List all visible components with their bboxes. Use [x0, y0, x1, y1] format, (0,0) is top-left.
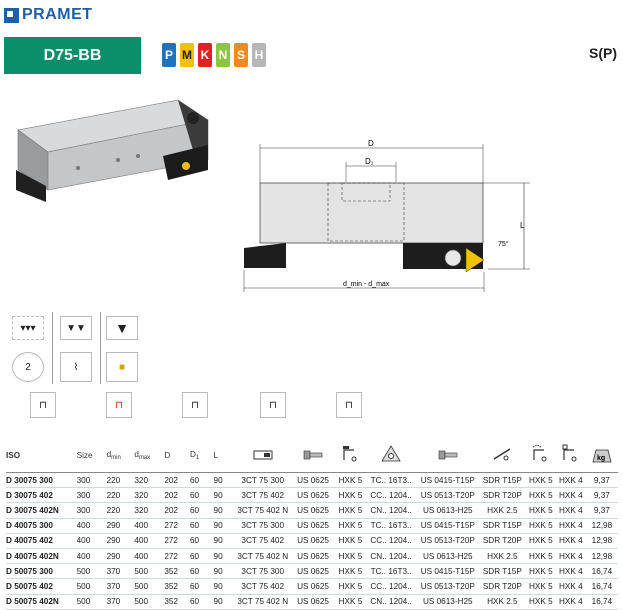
- table-cell: 320: [134, 488, 164, 503]
- table-cell: 9,37: [586, 503, 618, 518]
- table-cell: 60: [190, 473, 214, 488]
- table-cell: HXK 5: [526, 579, 556, 594]
- table-cell: HXK 5: [335, 473, 365, 488]
- table-cell: US 0625: [291, 518, 336, 533]
- table-cell: 90: [214, 564, 235, 579]
- table-cell: SDR T15P: [479, 473, 526, 488]
- table-cell: 60: [190, 503, 214, 518]
- material-badge-h: H: [252, 43, 266, 67]
- table-cell: 60: [190, 488, 214, 503]
- table-cell: D 40075 402N: [6, 548, 77, 563]
- table-cell: 3CT 75 300: [235, 564, 291, 579]
- table-row: [6, 548, 618, 563]
- table-cell: 300: [77, 503, 107, 518]
- table-cell: 400: [77, 518, 107, 533]
- table-cell: TC.. 16T3..: [365, 473, 416, 488]
- table-cell: 9,37: [586, 488, 618, 503]
- dim-D-label: D: [368, 139, 374, 148]
- table-cell: 500: [77, 564, 107, 579]
- table-cell: 90: [214, 488, 235, 503]
- table-cell: HXK 4: [556, 579, 586, 594]
- table-cell: 370: [107, 564, 135, 579]
- table-cell: US 0613-H25: [417, 503, 479, 518]
- table-row: [6, 594, 618, 609]
- op-plunge-icon: ⊓: [106, 392, 132, 418]
- table-cell: US 0613-H25: [417, 594, 479, 609]
- table-cell: US 0613-H25: [417, 548, 479, 563]
- op-face-icon: ⊓: [182, 392, 208, 418]
- table-cell: D 30075 300: [6, 473, 77, 488]
- table-row: [6, 579, 618, 594]
- table-cell: 60: [190, 518, 214, 533]
- table-cell: 500: [77, 579, 107, 594]
- table-cell: 60: [190, 548, 214, 563]
- material-badge-s: S: [234, 43, 248, 67]
- material-badge-k: K: [198, 43, 212, 67]
- table-cell: 202: [164, 503, 190, 518]
- brand-name: PRAMET: [22, 6, 93, 23]
- table-cell: 16,74: [586, 594, 618, 609]
- table-cell: 300: [77, 473, 107, 488]
- header-dmax: $d_{max}$: [134, 449, 151, 461]
- table-cell: 400: [134, 518, 164, 533]
- table-cell: US 0625: [291, 488, 336, 503]
- feature-icon-grid: [8, 312, 143, 384]
- insert-icon: [365, 438, 416, 472]
- table-cell: SDR T20P: [479, 579, 526, 594]
- table-cell: D 50075 402N: [6, 594, 77, 609]
- material-badge-n: N: [216, 43, 230, 67]
- table-cell: 400: [134, 548, 164, 563]
- grid-divider: [52, 312, 53, 384]
- table-cell: SDR T15P: [479, 564, 526, 579]
- table-header-row: [6, 438, 618, 472]
- table-cell: HXK 5: [335, 518, 365, 533]
- header-iso: ISO: [6, 450, 21, 460]
- table-cell: US 0625: [291, 473, 336, 488]
- table-cell: 370: [107, 594, 135, 609]
- header-dmin: $d_{min}$: [106, 449, 121, 461]
- normal-pitch-icon: ▼▼: [60, 316, 92, 340]
- table-cell: 352: [164, 594, 190, 609]
- dim-range-label: d_min - d_max: [343, 281, 390, 288]
- table-cell: D 50075 402: [6, 579, 77, 594]
- table-cell: CN.. 1204..: [365, 503, 416, 518]
- table-cell: 90: [214, 548, 235, 563]
- table-cell: HXK 5: [526, 518, 556, 533]
- table-row: [6, 564, 618, 579]
- table-cell: HXK 5: [526, 503, 556, 518]
- two-teeth-icon: 2: [12, 352, 44, 382]
- table-cell: 9,37: [586, 473, 618, 488]
- grid-divider: [100, 312, 101, 384]
- table-cell: CN.. 1204..: [365, 594, 416, 609]
- table-cell: 202: [164, 488, 190, 503]
- kg-label: kg: [596, 455, 606, 462]
- table-cell: 352: [164, 579, 190, 594]
- screw-icon: [291, 438, 336, 472]
- op-bore-icon: ⊓: [30, 392, 56, 418]
- table-cell: 320: [134, 473, 164, 488]
- table-row: [6, 488, 618, 503]
- product-title: D75-BB: [4, 37, 141, 74]
- table-cell: TC.. 16T3..: [365, 518, 416, 533]
- table-cell: 290: [107, 518, 135, 533]
- table-cell: 3CT 75 402: [235, 533, 291, 548]
- key-icon: [335, 438, 365, 472]
- table-cell: 3CT 75 300: [235, 518, 291, 533]
- table-cell: HXK 5: [526, 594, 556, 609]
- op-step-icon: ⊓: [260, 392, 286, 418]
- table-cell: US 0415-T15P: [417, 518, 479, 533]
- header-D1: $D_1$: [190, 449, 200, 461]
- pramet-logo: [4, 6, 93, 24]
- insert-screw-icon: [417, 438, 479, 472]
- cartridge-type-icon: ■: [106, 352, 138, 382]
- table-cell: D 40075 300: [6, 518, 77, 533]
- table-cell: SDR T15P: [479, 518, 526, 533]
- table-cell: CC.. 1204..: [365, 488, 416, 503]
- material-badge-p: P: [162, 43, 176, 67]
- table-cell: HXK 5: [335, 548, 365, 563]
- table-cell: HXK 5: [335, 488, 365, 503]
- table-cell: SDR T20P: [479, 488, 526, 503]
- table-cell: 500: [134, 594, 164, 609]
- coarse-pitch-icon: ▼: [106, 316, 138, 340]
- header-size: Size: [76, 450, 93, 460]
- table-cell: 290: [107, 533, 135, 548]
- screwdriver-icon: [479, 438, 526, 472]
- table-cell: 90: [214, 594, 235, 609]
- table-cell: HXK 5: [526, 548, 556, 563]
- op-double-icon: ⊓: [336, 392, 362, 418]
- table-row: [6, 473, 618, 488]
- table-cell: HXK 5: [335, 579, 365, 594]
- table-cell: 272: [164, 533, 190, 548]
- table-cell: 90: [214, 473, 235, 488]
- table-cell: HXK 4: [556, 533, 586, 548]
- table-cell: CC.. 1204..: [365, 579, 416, 594]
- table-cell: 3CT 75 402: [235, 488, 291, 503]
- table-cell: 12,98: [586, 533, 618, 548]
- table-cell: HXK 4: [556, 564, 586, 579]
- table-cell: D 30075 402N: [6, 503, 77, 518]
- table-cell: 290: [107, 548, 135, 563]
- table-cell: HXK 2.5: [479, 503, 526, 518]
- table-row: [6, 503, 618, 518]
- table-cell: 90: [214, 533, 235, 548]
- table-cell: US 0625: [291, 548, 336, 563]
- table-cell: 60: [190, 579, 214, 594]
- drill-icon: ⌇: [60, 352, 92, 382]
- table-cell: US 0625: [291, 564, 336, 579]
- table-cell: US 0625: [291, 594, 336, 609]
- dim-L-label: L: [520, 221, 525, 230]
- table-cell: HXK 5: [335, 503, 365, 518]
- table-cell: HXK 2.5: [479, 548, 526, 563]
- key-icon: [526, 438, 556, 472]
- fine-pitch-icon: ▾▾▾: [12, 316, 44, 340]
- table-cell: 3CT 75 300: [235, 473, 291, 488]
- table-cell: TC.. 16T3..: [365, 564, 416, 579]
- table-cell: HXK 5: [335, 594, 365, 609]
- table-cell: US 0415-T15P: [417, 473, 479, 488]
- table-cell: 60: [190, 564, 214, 579]
- operation-icons: [30, 392, 360, 420]
- table-cell: US 0513-T20P: [417, 488, 479, 503]
- table-cell: HXK 4: [556, 518, 586, 533]
- table-cell: 220: [107, 503, 135, 518]
- table-cell: HXK 5: [526, 533, 556, 548]
- table-row: [6, 533, 618, 548]
- angle-label: 75°: [498, 241, 509, 248]
- table-cell: 12,98: [586, 518, 618, 533]
- spec-label: S(P): [589, 45, 617, 61]
- table-cell: 60: [190, 533, 214, 548]
- table-cell: HXK 4: [556, 503, 586, 518]
- table-cell: 500: [134, 564, 164, 579]
- table-cell: HXK 4: [556, 488, 586, 503]
- table-cell: HXK 5: [335, 564, 365, 579]
- table-cell: 400: [77, 533, 107, 548]
- table-cell: 400: [134, 533, 164, 548]
- table-cell: 3CT 75 402 N: [235, 548, 291, 563]
- table-cell: 220: [107, 488, 135, 503]
- table-cell: 272: [164, 518, 190, 533]
- table-cell: US 0513-T20P: [417, 533, 479, 548]
- table-cell: 3CT 75 402 N: [235, 594, 291, 609]
- table-cell: 60: [190, 594, 214, 609]
- table-cell: HXK 4: [556, 594, 586, 609]
- table-cell: HXK 5: [526, 473, 556, 488]
- table-cell: 3CT 75 402 N: [235, 503, 291, 518]
- header-L: L: [213, 450, 219, 460]
- table-cell: D 40075 402: [6, 533, 77, 548]
- table-cell: CN.. 1204..: [365, 548, 416, 563]
- table-cell: HXK 4: [556, 473, 586, 488]
- table-cell: 16,74: [586, 564, 618, 579]
- material-badge-m: M: [180, 43, 194, 67]
- table-cell: 500: [134, 579, 164, 594]
- wrench-icon: [556, 438, 586, 472]
- table-cell: US 0625: [291, 579, 336, 594]
- technical-drawing: [238, 138, 538, 298]
- table-cell: 3CT 75 402: [235, 579, 291, 594]
- table-cell: 400: [77, 548, 107, 563]
- table-cell: 90: [214, 518, 235, 533]
- table-cell: 202: [164, 473, 190, 488]
- table-cell: SDR T20P: [479, 533, 526, 548]
- table-cell: HXK 4: [556, 548, 586, 563]
- table-cell: 370: [107, 579, 135, 594]
- table-cell: CC.. 1204..: [365, 533, 416, 548]
- dim-D1-label: D₁: [365, 157, 374, 166]
- table-cell: HXK 5: [526, 564, 556, 579]
- cartridge-icon: [235, 438, 291, 472]
- table-cell: 16,74: [586, 579, 618, 594]
- table-cell: 272: [164, 548, 190, 563]
- table-cell: US 0625: [291, 533, 336, 548]
- header-D: D: [164, 450, 171, 460]
- table-cell: US 0415-T15P: [417, 564, 479, 579]
- table-cell: 500: [77, 594, 107, 609]
- table-cell: 90: [214, 579, 235, 594]
- table-cell: D 50075 300: [6, 564, 77, 579]
- table-cell: 90: [214, 503, 235, 518]
- product-table: [6, 438, 618, 610]
- table-cell: US 0625: [291, 503, 336, 518]
- table-cell: 220: [107, 473, 135, 488]
- table-cell: HXK 2.5: [479, 594, 526, 609]
- table-cell: 12,98: [586, 548, 618, 563]
- table-cell: US 0513-T20P: [417, 579, 479, 594]
- table-cell: 300: [77, 488, 107, 503]
- table-row: [6, 518, 618, 533]
- product-photo: [8, 90, 213, 205]
- table-cell: D 30075 402: [6, 488, 77, 503]
- table-cell: 352: [164, 564, 190, 579]
- table-cell: 320: [134, 503, 164, 518]
- weight-icon: [586, 438, 618, 472]
- table-cell: HXK 5: [335, 533, 365, 548]
- table-cell: HXK 5: [526, 488, 556, 503]
- pramet-logo-icon: [4, 8, 19, 23]
